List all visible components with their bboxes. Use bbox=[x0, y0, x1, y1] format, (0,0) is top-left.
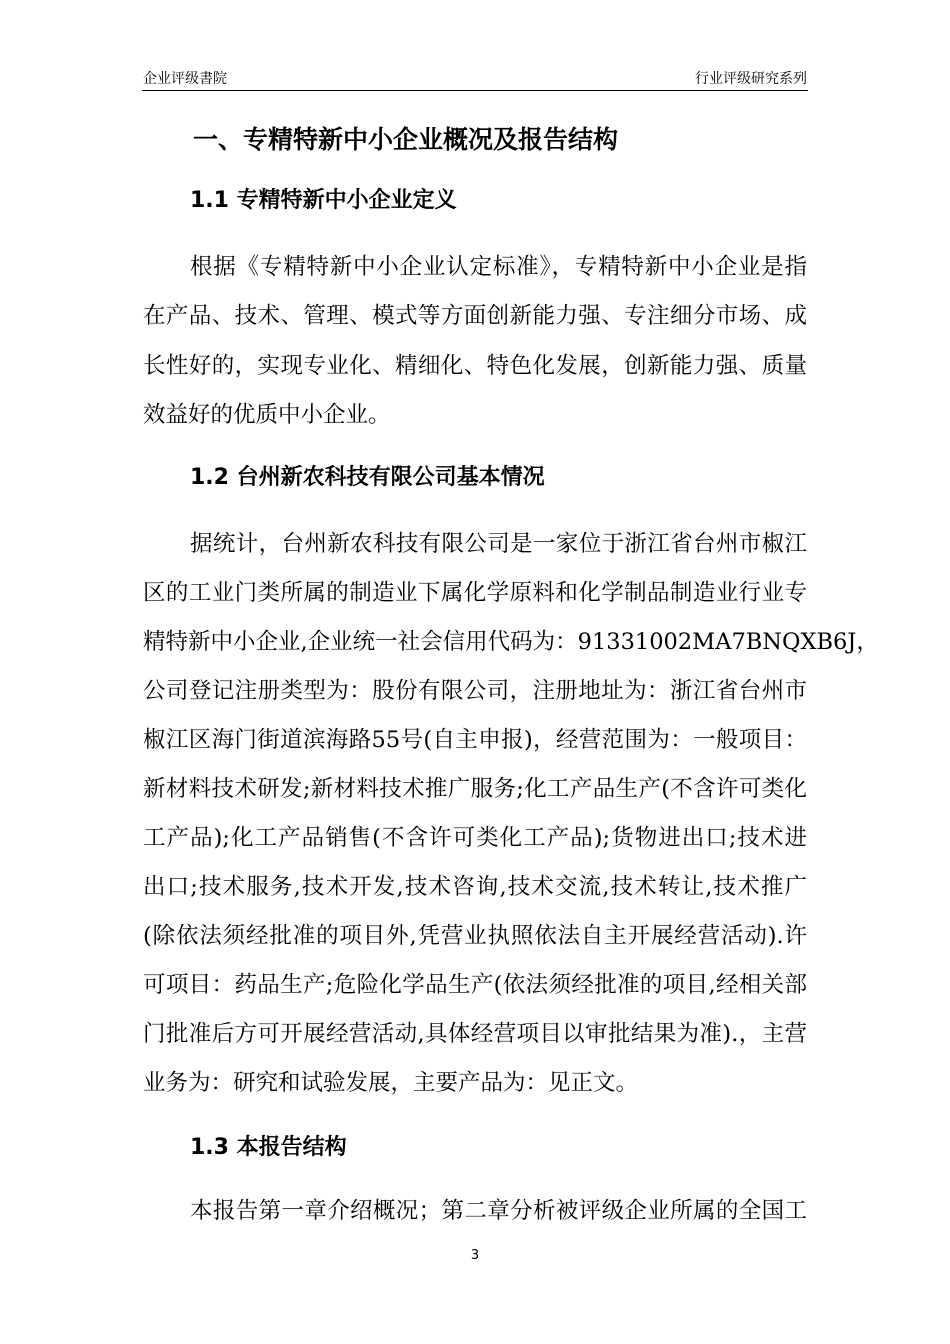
header-left: 企业评级書院 bbox=[143, 71, 227, 87]
paragraph-line: 椒江区海门街道滨海路55号(自主申报)，经营范围为：一般项目： bbox=[143, 727, 807, 753]
paragraph-line: 精特新中小企业,企业统一社会信用代码为：91331002MA7BNQXB6J， bbox=[143, 629, 879, 655]
paragraph-line: 根据《专精特新中小企业认定标准》，专精特新中小企业是指 bbox=[190, 254, 807, 280]
paragraph-line: 出口;技术服务,技术开发,技术咨询,技术交流,技术转让,技术推广 bbox=[143, 874, 807, 900]
chapter-title: 一、专精特新中小企业概况及报告结构 bbox=[193, 125, 619, 154]
paragraph-line: (除依法须经批准的项目外,凭营业执照依法自主开展经营活动).许 bbox=[143, 923, 807, 949]
section-title: 1.2 台州新农科技有限公司基本情况 bbox=[190, 465, 545, 490]
paragraph-line: 业务为：研究和试验发展，主要产品为：见正文。 bbox=[143, 1070, 639, 1096]
page-number: 3 bbox=[470, 1248, 480, 1263]
paragraph-line: 在产品、技术、管理、模式等方面创新能力强、专注细分市场、成 bbox=[143, 303, 807, 329]
paragraph-line: 本报告第一章介绍概况；第二章分析被评级企业所属的全国工 bbox=[190, 1198, 807, 1224]
header-rule bbox=[142, 90, 808, 91]
section-title: 1.1 专精特新中小企业定义 bbox=[190, 188, 457, 213]
paragraph-line: 区的工业门类所属的制造业下属化学原料和化学制品制造业行业专 bbox=[143, 580, 807, 606]
paragraph-line: 效益好的优质中小企业。 bbox=[143, 402, 391, 428]
paragraph-line: 工产品);化工产品销售(不含许可类化工产品);货物进出口;技术进 bbox=[143, 825, 807, 851]
paragraph-line: 公司登记注册类型为：股份有限公司，注册地址为：浙江省台州市 bbox=[143, 678, 807, 704]
paragraph-line: 据统计，台州新农科技有限公司是一家位于浙江省台州市椒江 bbox=[190, 531, 807, 557]
paragraph-line: 新材料技术研发;新材料技术推广服务;化工产品生产(不含许可类化 bbox=[143, 776, 807, 802]
header-right: 行业评级研究系列 bbox=[695, 71, 807, 87]
section-title: 1.3 本报告结构 bbox=[190, 1135, 347, 1160]
paragraph-line: 门批准后方可开展经营活动,具体经营项目以审批结果为准).，主营 bbox=[143, 1021, 807, 1047]
paragraph-line: 可项目：药品生产;危险化学品生产(依法须经批准的项目,经相关部 bbox=[143, 972, 807, 998]
paragraph-line: 长性好的，实现专业化、精细化、特色化发展，创新能力强、质量 bbox=[143, 353, 807, 379]
